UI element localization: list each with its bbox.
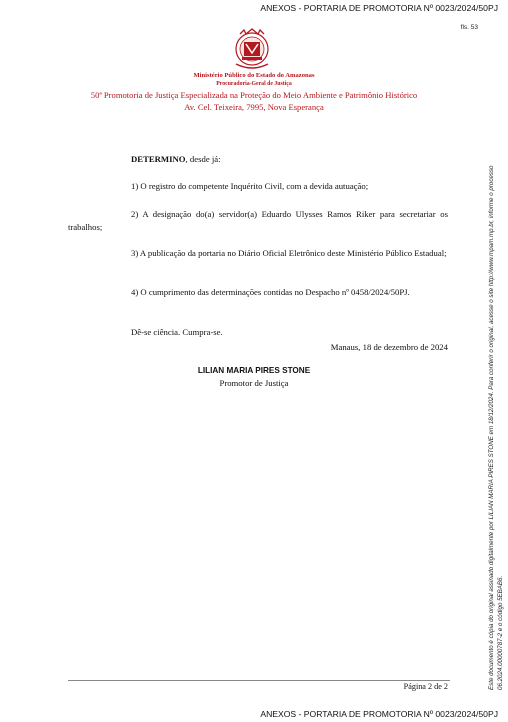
determino-keyword: DETERMINO <box>131 154 186 164</box>
determino-paragraph <box>68 153 448 166</box>
item-3-paragraph: 3) A publicação da portaria no Diário Oficial Eletrônico deste Ministério Público Estadual; <box>131 248 447 258</box>
signature-date: Manaus, 18 de dezembro de 2024 <box>330 342 448 352</box>
closing-paragraph: Dê-se ciência. Cumpra-se. <box>131 327 223 337</box>
folio-number: fls. 53 <box>460 24 478 31</box>
institution-subname: Procuradoria-Geral de Justiça <box>216 81 292 87</box>
institution-address: Av. Cel. Teixeira, 7995, Nova Esperança <box>184 102 324 112</box>
promotoria-name: 50ª Promotoria de Justiça Especializada na Proteção do Meio Ambiente e Patrimônio Histórico <box>90 90 418 100</box>
annex-footer: ANEXOS - PORTARIA DE PROMOTORIA Nº 0023/2024/50PJ <box>260 709 498 719</box>
item-4-paragraph: 4) O cumprimento das determinações contidas no Despacho nº 0458/2024/50PJ. <box>131 287 410 297</box>
item-1-paragraph: 1) O registro do competente Inquérito Civil, com a devida autuação; <box>131 181 369 191</box>
page-number: Página 2 de 2 <box>403 682 448 691</box>
side-note-line-1: Este documento é cópia do original assinado digitalmente por LILIAN MARIA PIRES STONE em 18/12/2024. Para conferir o original, acesse o site http://www.mpam.mp.br, informe o processo <box>488 165 495 690</box>
annex-header: ANEXOS - PORTARIA DE PROMOTORIA Nº 0023/2024/50PJ <box>260 3 498 13</box>
side-note-line-2: 06.2024.00000787-2 e o código 5EBAB6. <box>496 575 504 690</box>
footer-divider <box>68 680 450 681</box>
signer-name: LILIAN MARIA PIRES STONE <box>197 366 311 375</box>
mpam-seal-logo <box>230 28 274 72</box>
determino-rest: , desde já: <box>185 154 221 164</box>
signer-role: Promotor de Justiça <box>219 378 289 388</box>
digital-signature-note <box>488 130 505 690</box>
institution-name: Ministério Público do Estado do Amazonas <box>193 72 315 79</box>
item-2-paragraph: 2) A designação do(a) servidor(a) Eduardo Ulysses Ramos Riker para secretariar os trabalhos; <box>68 209 448 232</box>
